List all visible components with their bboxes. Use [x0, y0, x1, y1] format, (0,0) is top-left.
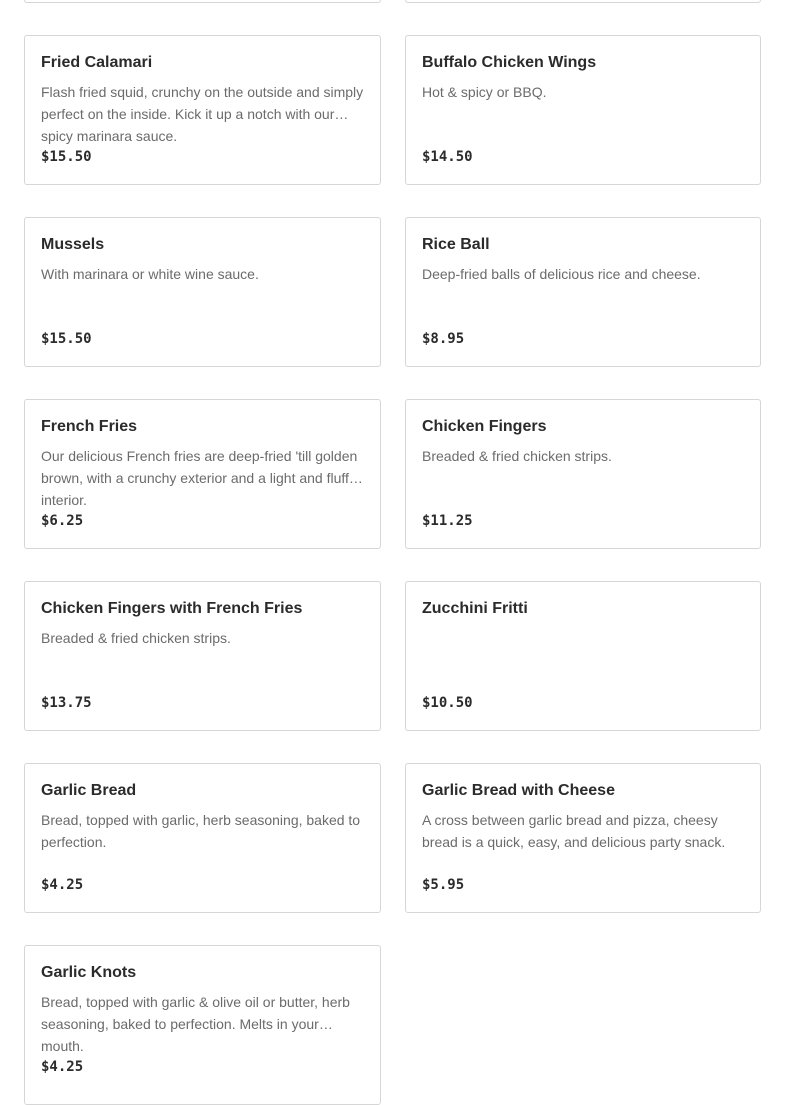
menu-item-price: $4.25 [41, 877, 84, 893]
menu-item-description: Breaded & fried chicken strips. [422, 448, 612, 464]
menu-item-price: $15.50 [41, 149, 92, 165]
menu-item-description: Flash fried squid, crunchy on the outside and simply perfect on the inside. Kick it up a notch with our spicy marinara sauce. [41, 84, 364, 144]
menu-item-card[interactable] [405, 217, 761, 367]
menu-item-name: Garlic Bread with Cheese [422, 782, 615, 799]
menu-item-card[interactable] [24, 581, 381, 731]
menu-item-description: Breaded & fried chicken strips. [41, 630, 231, 646]
menu-item-price: $13.75 [41, 695, 92, 711]
menu-item-card[interactable] [405, 35, 761, 185]
menu-item-card[interactable] [24, 763, 381, 913]
menu-item-name: Chicken Fingers [422, 418, 547, 435]
menu-item-name: Chicken Fingers with French Fries [41, 600, 303, 617]
menu-item-price: $8.95 [422, 331, 465, 347]
menu-item-description: Deep-fried balls of delicious rice and cheese. [422, 266, 701, 282]
menu-item-name: French Fries [41, 418, 138, 435]
menu-item-description: Bread, topped with garlic, herb seasoning, baked to perfection. [41, 812, 361, 850]
menu-item-description: A cross between garlic bread and pizza, cheesy bread is a quick, easy, and delicious party snack. [422, 812, 726, 850]
menu-item-price: $14.50 [422, 149, 473, 165]
menu-item-price: $10.50 [422, 695, 473, 711]
menu-item-price: $5.95 [422, 877, 465, 893]
menu-item-price: $6.25 [41, 513, 84, 529]
menu-item-card-partial-left[interactable] [24, 0, 381, 3]
menu-item-name: Buffalo Chicken Wings [422, 54, 597, 71]
menu-item-description: With marinara or white wine sauce. [41, 266, 259, 282]
menu-item-card[interactable] [405, 763, 761, 913]
menu-item-card[interactable] [405, 581, 761, 731]
menu-item-card[interactable] [24, 399, 381, 549]
menu-item-name: Garlic Bread [41, 782, 137, 799]
menu-item-name: Mussels [41, 236, 105, 253]
menu-item-card[interactable] [24, 35, 381, 185]
menu-item-description: Our delicious French fries are deep-fried 'till golden brown, with a crunchy exterior and a light and fluffy interior. [41, 448, 358, 508]
menu-item-name: Rice Ball [422, 236, 490, 253]
menu-item-card[interactable] [24, 217, 381, 367]
menu-item-card[interactable] [405, 399, 761, 549]
menu-item-card[interactable] [24, 945, 381, 1105]
menu-item-price: $4.25 [41, 1059, 84, 1075]
menu-item-name: Zucchini Fritti [422, 600, 528, 617]
menu-item-price: $11.25 [422, 513, 473, 529]
menu-item-card-partial-right[interactable] [405, 0, 761, 3]
menu-item-name: Garlic Knots [41, 964, 137, 981]
menu-item-description: Hot & spicy or BBQ. [422, 84, 547, 100]
menu-item-price: $15.50 [41, 331, 92, 347]
menu-item-description: Bread, topped with garlic & olive oil or butter, herb seasoning, baked to perfection. Melts in your mouth. [41, 994, 350, 1054]
menu-item-name: Fried Calamari [41, 54, 153, 71]
